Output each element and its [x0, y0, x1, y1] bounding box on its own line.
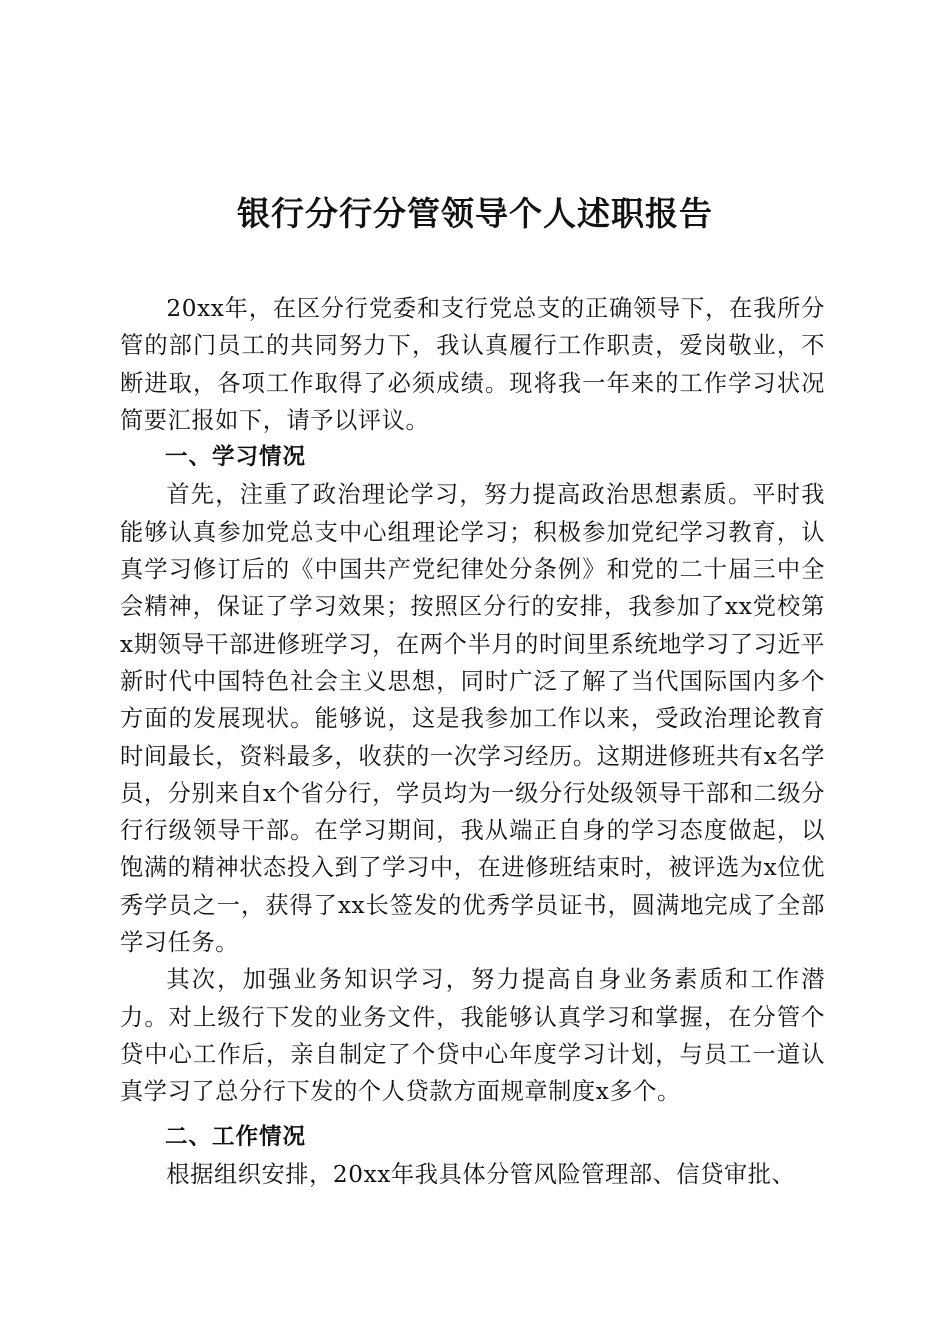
document-title: 银行分行分管领导个人述职报告	[237, 194, 713, 233]
intro-paragraph: 20xx年，在区分行党委和支行党总支的正确领导下，在我所分管的部门员工的共同努力下，我认真履行工作职责，爱岗敬业，不断进取，各项工作取得了必须成绩。现将我一年来的工作学习状况简要汇报如下，请予以评议。	[120, 295, 825, 434]
work-paragraph-1: 根据组织安排，20xx年我具体分管风险管理部、信贷审批、	[166, 1160, 796, 1188]
section-heading-work: 二、工作情况	[165, 1123, 307, 1150]
section-heading-study: 一、学习情况	[165, 444, 307, 471]
study-paragraph-1: 首先，注重了政治理论学习，努力提高政治思想素质。平时我能够认真参加党总支中心组理论学习；积极参加党纪学习教育，认真学习修订后的《中国共产党纪律处分条例》和党的二十届三中全会精神，保证了学习效果；按照区分行的安排，我参加了xx党校第x期领导干部进修班学习，在两个半月的时间里系统地学习了习近平新时代中国特色社会主义思想，同时广泛了解了当代国际国内多个方面的发展现状。能够说，这是我参加工作以来，受政治理论教育时间最长，资料最多，收获的一次学习经历。这期进修班共有x名学员，分别来自x个省分行，学员均为一级分行处级领导干部和二级分行行级领导干部。在学习期间，我从端正自身的学习态度做起，以饱满的精神状态投入到了学习中，在进修班结束时，被评选为x位优秀学员之一，获得了xx长签发的优秀学员证书，圆满地完成了全部学习任务。	[120, 481, 825, 957]
study-paragraph-2: 其次，加强业务知识学习，努力提高自身业务素质和工作潜力。对上级行下发的业务文件，我能够认真学习和掌握，在分管个贷中心工作后，亲自制定了个贷中心年度学习计划，与员工一道认真学习了总分行下发的个人贷款方面规章制度x多个。	[120, 966, 825, 1106]
document-body	[120, 290, 825, 1193]
